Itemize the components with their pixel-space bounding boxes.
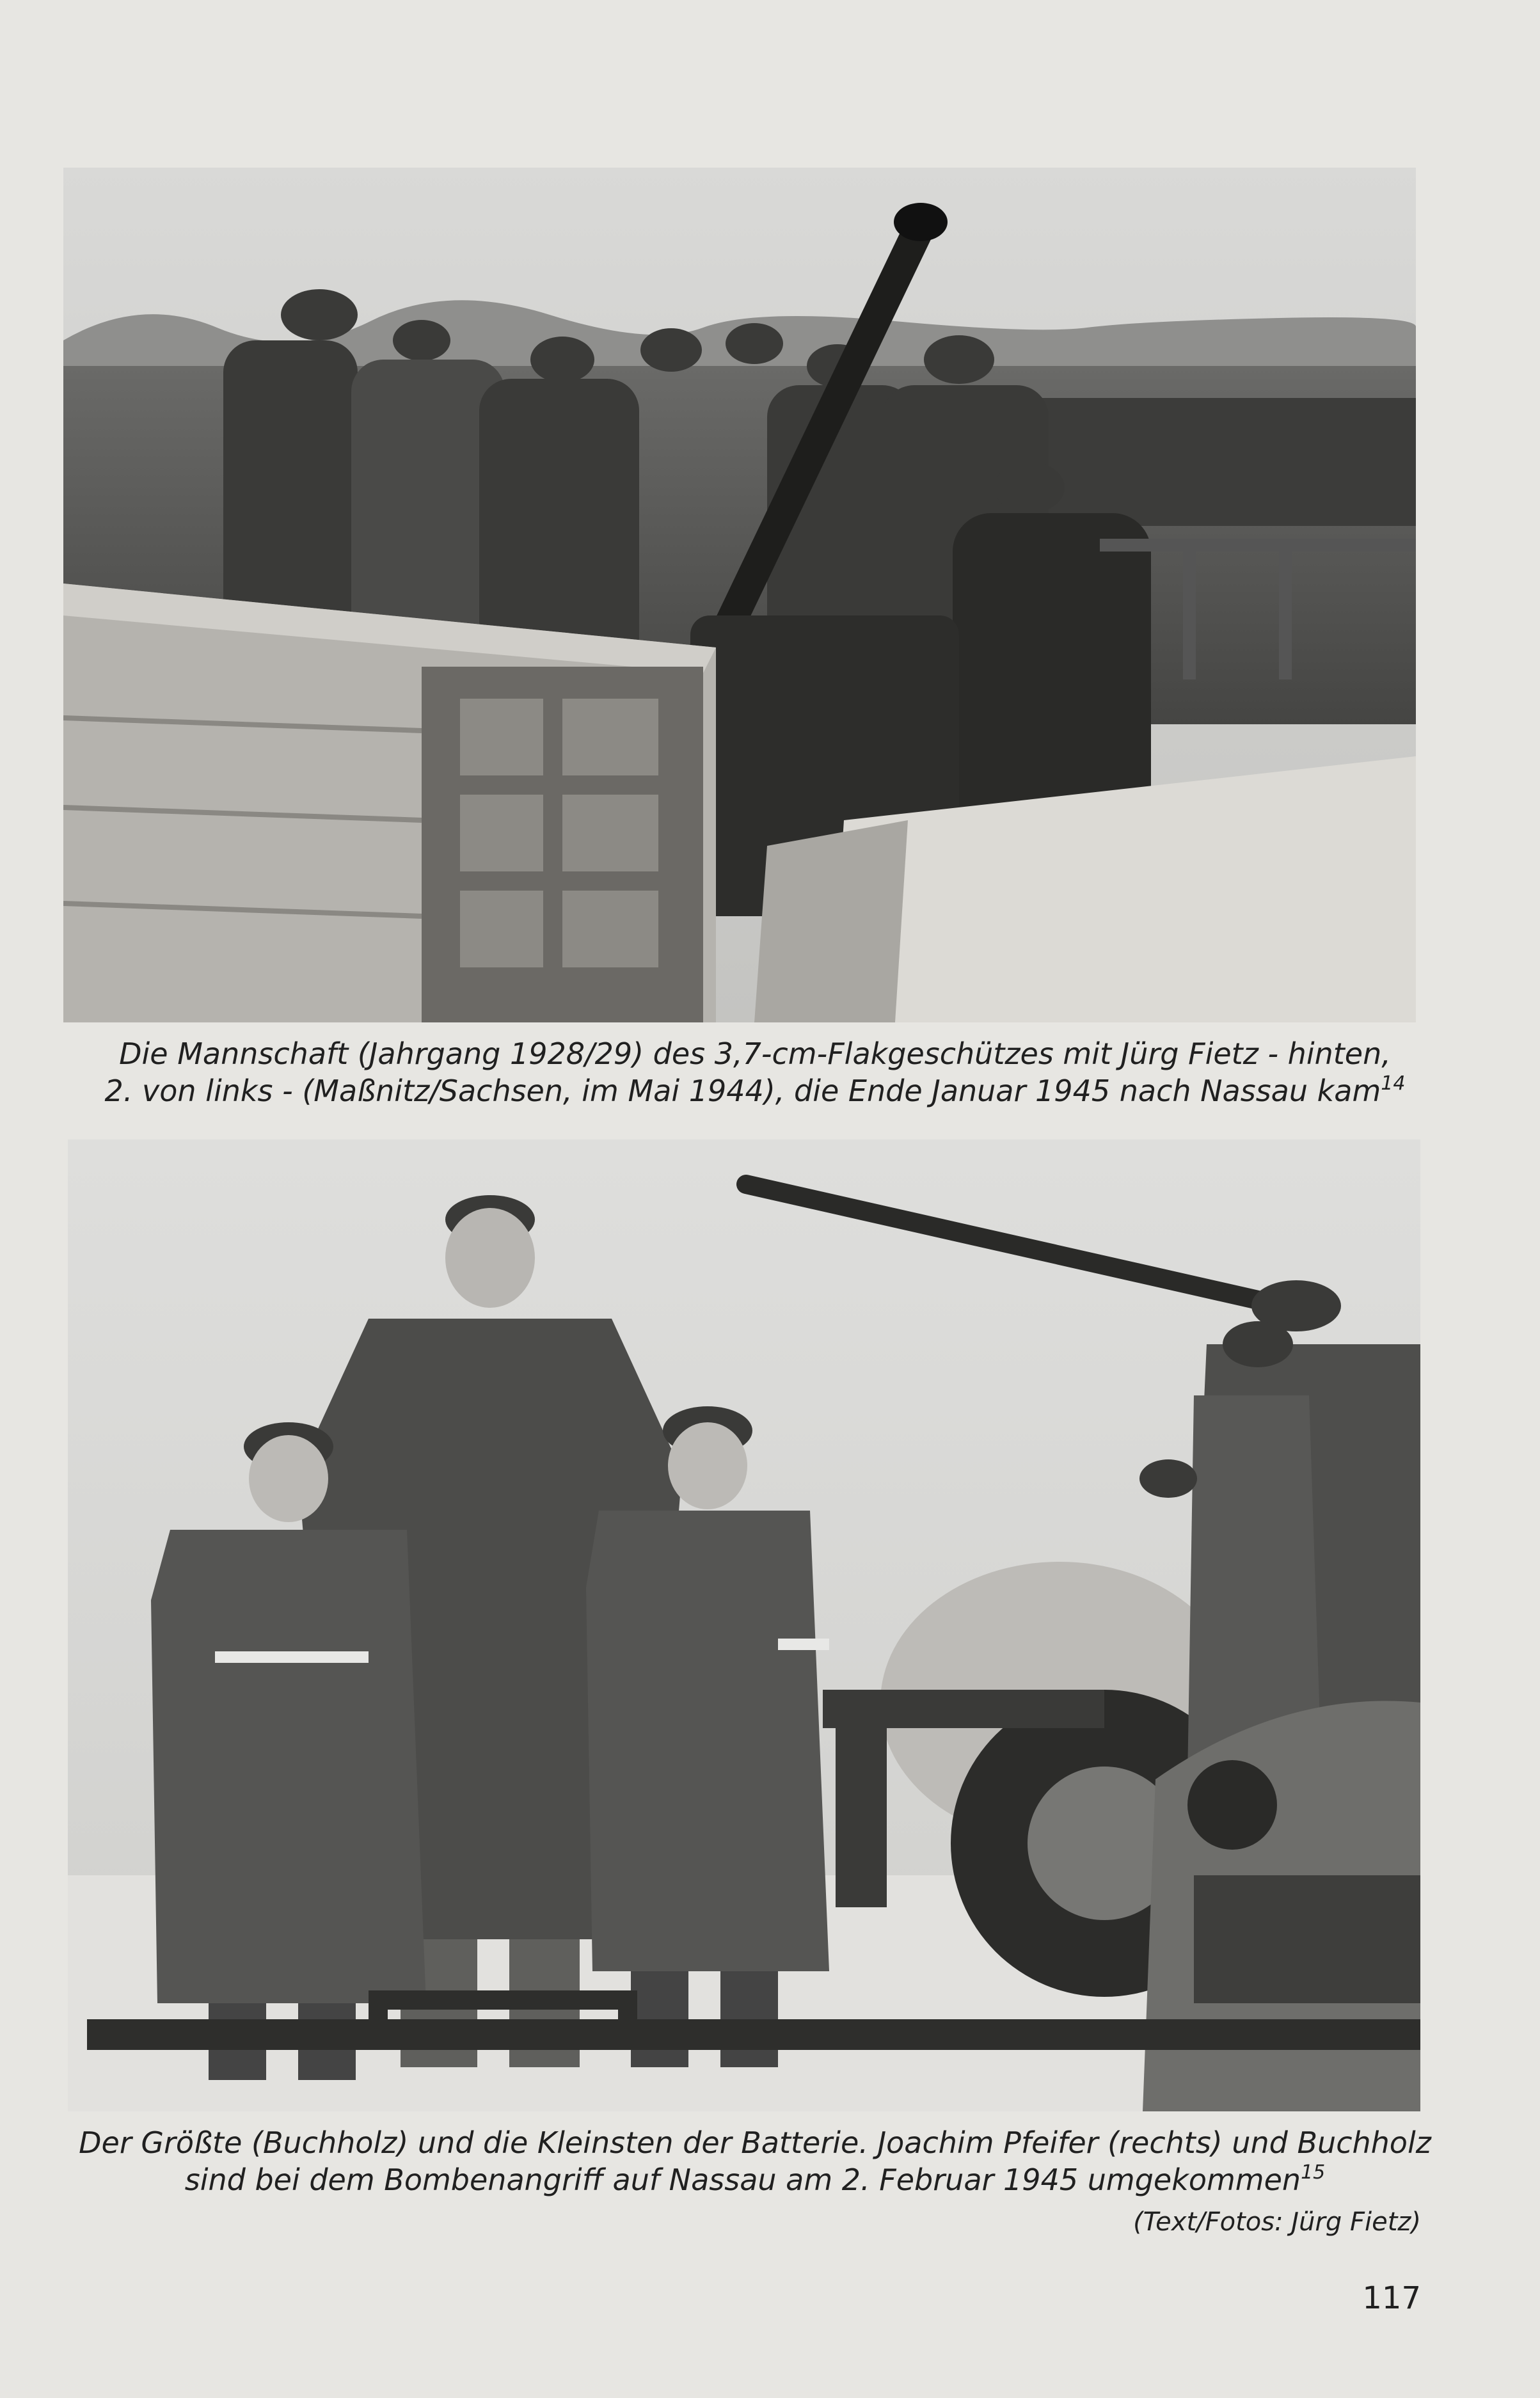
photo-flak-crew [63,168,1416,1022]
photo-flak-crew-caption [51,1035,1459,1109]
photo-flak-crew-image [63,168,1416,1022]
page-number: 117 [1362,2280,1421,2316]
footnote-ref: 14 [1381,1072,1406,1095]
footnote-ref: 15 [1301,2161,1326,2184]
caption-line: Die Mannschaft (Jahrgang 1928/29) des 3,7-cm-Flakgeschützes mit Jürg Fietz - hinten, [119,1036,1391,1071]
caption-text: 2. von links - (Maßnitz/Sachsen, im Mai 1944), die Ende Januar 1945 nach Nassau kam [104,1074,1381,1108]
photo-credit: (Text/Fotos: Jürg Fietz) [1133,2207,1421,2237]
caption-line [51,2161,1459,2198]
caption-line: Der Größte (Buchholz) und die Kleinsten der Batterie. Joachim Pfeifer (rechts) und Buchholz [79,2125,1431,2160]
photo-young-soldiers-image [68,1139,1420,2111]
photo-young-soldiers [68,1139,1420,2111]
caption-line [51,1072,1459,1109]
caption-text: sind bei dem Bombenangriff auf Nassau am 2. Februar 1945 umgekommen [184,2163,1301,2197]
photo-young-soldiers-caption [51,2124,1459,2198]
